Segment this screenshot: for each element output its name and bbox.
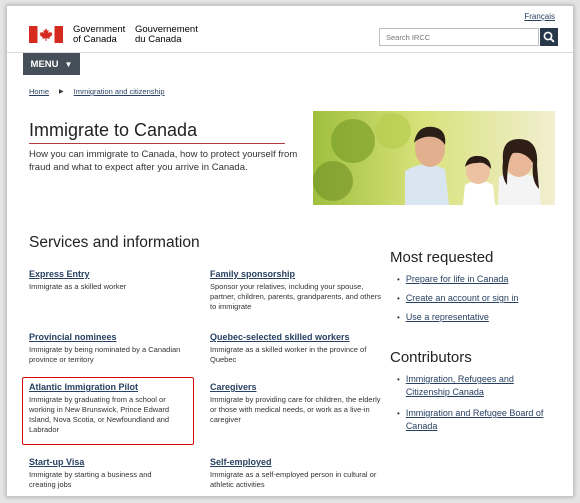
contributor-link[interactable]: Immigration and Refugee Board of Canada [405, 408, 544, 431]
services-heading: Services and information [29, 234, 200, 251]
menu-button[interactable] [23, 53, 80, 75]
signature-line: Gouvernement [135, 24, 198, 35]
browser-viewport [6, 5, 574, 497]
service-self-employed [210, 457, 385, 490]
service-atlantic-immigration-pilot [29, 382, 191, 435]
service-description: Immigrate by starting a business and creating jobs [29, 470, 152, 489]
breadcrumb-separator-icon: ▶ [59, 89, 64, 95]
bullet-icon: • [397, 409, 400, 418]
service-express-entry [29, 269, 204, 292]
service-link[interactable]: Provincial nominees [29, 332, 117, 342]
bullet-icon: • [397, 294, 400, 303]
most-requested-link[interactable]: Use a representative [405, 312, 489, 322]
search-input[interactable] [379, 28, 539, 46]
search-icon [540, 28, 558, 46]
service-description: Sponsor your relatives, including your spouse, partner, children, parents, grandparents, and others to immigrate [210, 282, 381, 311]
service-link[interactable]: Quebec-selected skilled workers [210, 332, 350, 342]
service-link[interactable]: Self-employed [210, 457, 272, 467]
chevron-down-icon: ▼ [64, 59, 73, 69]
title-underline [29, 143, 285, 144]
most-requested-list [397, 273, 557, 324]
list-item [397, 407, 547, 433]
service-description: Immigrate by providing care for children, the elderly or those with medical needs, or work as a live-in caregiver [210, 395, 381, 424]
service-link[interactable]: Express Entry [29, 269, 90, 279]
signature-line: Government [73, 24, 126, 35]
breadcrumb-home-link[interactable]: Home [29, 87, 50, 96]
header-divider [7, 52, 574, 53]
signature-english [73, 25, 125, 45]
page-intro: How you can immigrate to Canada, how to protect yourself from fraud and what to expect after you arrive in Canada. [29, 149, 298, 173]
contributors-heading: Contributors [390, 349, 472, 366]
service-family-sponsorship [210, 269, 385, 312]
breadcrumb [29, 87, 165, 96]
family-hero-image [313, 111, 555, 205]
contributors-list [397, 373, 547, 433]
bullet-icon: • [397, 313, 400, 322]
bullet-icon: • [397, 275, 400, 284]
most-requested-link[interactable]: Create an account or sign in [405, 293, 519, 303]
service-link[interactable]: Start-up Visa [29, 457, 85, 467]
service-link[interactable]: Atlantic Immigration Pilot [29, 382, 139, 392]
service-description: Immigrate by graduating from a school or working in New Brunswick, Prince Edward Island, Nova Scotia, or Newfoundland and Labrador [29, 395, 170, 434]
most-requested-link[interactable]: Prepare for life in Canada [405, 274, 509, 284]
canada-flag-icon [29, 26, 63, 43]
bullet-icon: • [397, 375, 400, 384]
page-title: Immigrate to Canada [29, 120, 198, 140]
service-description: Immigrate as a self-employed person in cultural or athletic activities [210, 470, 377, 489]
service-quebec-skilled-workers [210, 332, 385, 365]
service-link[interactable]: Caregivers [210, 382, 257, 392]
list-item [397, 273, 557, 286]
service-provincial-nominees [29, 332, 204, 365]
list-item [397, 373, 547, 399]
service-description: Immigrate as a skilled worker in the province of Quebec [210, 345, 367, 364]
signature-line: du Canada [135, 34, 182, 45]
search-button[interactable] [540, 28, 558, 46]
most-requested-heading: Most requested [390, 249, 494, 266]
service-start-up-visa [29, 457, 179, 490]
signature-line: of Canada [73, 34, 117, 45]
signature-french [135, 25, 198, 45]
service-caregivers [210, 382, 385, 425]
service-description: Immigrate by being nominated by a Canadian province or territory [29, 345, 181, 364]
menu-label: MENU [30, 58, 59, 70]
language-toggle-link[interactable]: Français [524, 12, 555, 21]
service-description: Immigrate as a skilled worker [29, 282, 127, 291]
contributor-link[interactable]: Immigration, Refugees and Citizenship Canada [405, 374, 514, 397]
service-link[interactable]: Family sponsorship [210, 269, 296, 279]
list-item [397, 292, 557, 305]
list-item [397, 311, 557, 324]
breadcrumb-immigration-link[interactable]: Immigration and citizenship [73, 87, 165, 96]
